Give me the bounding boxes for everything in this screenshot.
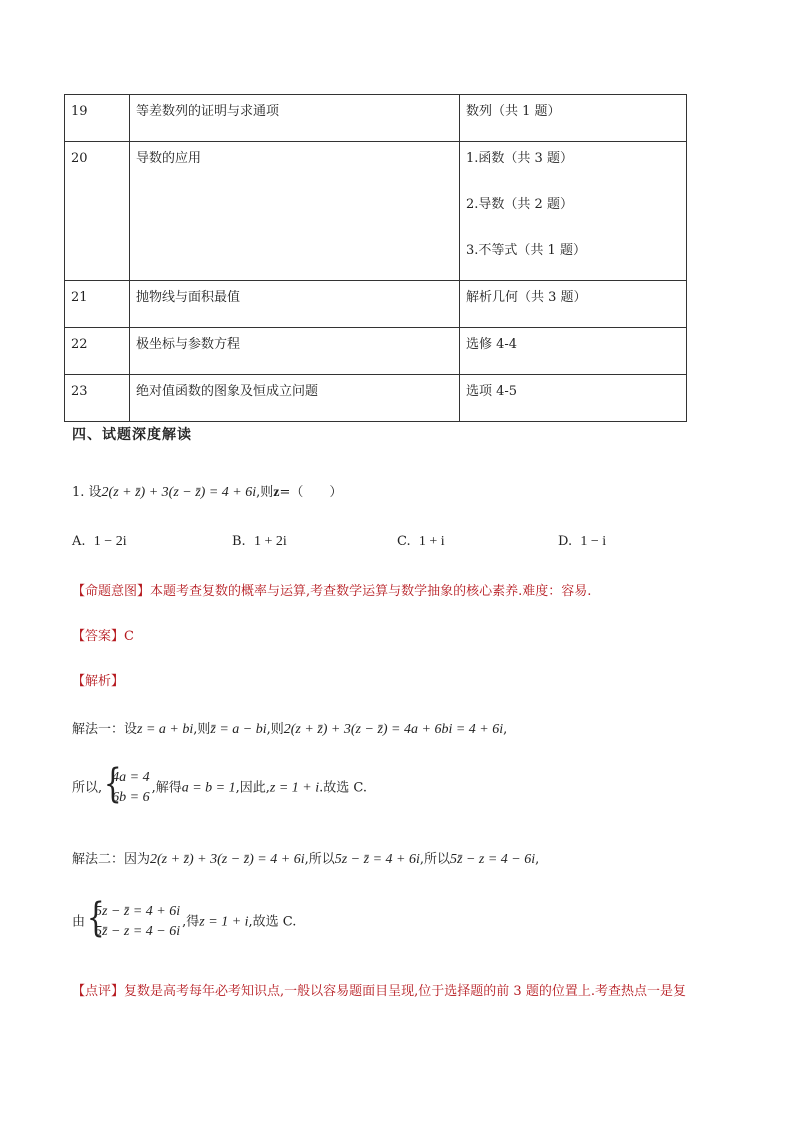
math-expression: 2(z + z̄) + 3(z − z̄) = 4 + 6i bbox=[150, 852, 305, 867]
intent-text: 本题考查复数的概率与运算,考查数学运算与数学抽象的核心素养.难度：容易. bbox=[150, 584, 592, 599]
connector-text: , bbox=[535, 852, 540, 867]
row-category: 选项 4-5 bbox=[466, 384, 518, 399]
math-expression: 5z̄ − z = 4 − 6i bbox=[450, 852, 536, 867]
method-label: 解法二：因为 bbox=[72, 852, 151, 867]
math-expression: 5z − z̄ = 4 + 6i bbox=[334, 852, 420, 867]
row-topic: 等差数列的证明与求通项 bbox=[136, 104, 280, 119]
table-row bbox=[65, 281, 687, 328]
row-category: 解析几何（共 3 题） bbox=[466, 290, 587, 305]
question-suffix: ,则 bbox=[256, 485, 274, 500]
row-category: 选修 4-4 bbox=[466, 337, 518, 352]
comment-text: 复数是高考每年必考知识点,一般以容易题面目呈现,位于选择题的前 3 题的位置上.考查热点一是复 bbox=[124, 984, 686, 999]
table-row bbox=[65, 142, 687, 281]
table-row bbox=[65, 95, 687, 142]
option-label: C. bbox=[397, 534, 411, 549]
row-number: 21 bbox=[71, 290, 88, 305]
option-label: D. bbox=[558, 534, 573, 549]
math-expression: z̄ = a − bi bbox=[210, 722, 267, 737]
answer-line bbox=[72, 625, 134, 644]
analysis-tag: 【解析】 bbox=[72, 674, 125, 689]
row-topic: 极坐标与参数方程 bbox=[136, 337, 241, 352]
option-value: 1 + 2i bbox=[253, 534, 287, 549]
intent-line bbox=[72, 580, 591, 599]
row-number: 19 bbox=[71, 104, 88, 119]
method-one-line bbox=[72, 718, 507, 738]
connector-text: ,因此, bbox=[235, 780, 270, 796]
question-paren: =（ ） bbox=[279, 485, 343, 500]
option-label: B. bbox=[232, 534, 246, 549]
comment-tag: 【点评】 bbox=[72, 984, 125, 999]
table-row bbox=[65, 375, 687, 422]
connector-text: ,则 bbox=[193, 722, 211, 737]
row-number: 22 bbox=[71, 337, 88, 352]
option-value: 1 + i bbox=[418, 534, 445, 549]
question-variable: z bbox=[273, 485, 280, 500]
connector-text: ,所以 bbox=[304, 852, 335, 867]
method-two-system-line bbox=[72, 895, 297, 942]
connector-text: ,解得 bbox=[151, 780, 182, 796]
connector-text: ,故选 C. bbox=[248, 914, 297, 930]
answer-tag: 【答案】 bbox=[72, 629, 125, 644]
system-equation: 5z − z̄ = 4 + 6i bbox=[95, 904, 181, 919]
connector-text: 所以, bbox=[72, 780, 103, 796]
option-b bbox=[232, 534, 287, 550]
connector-text: .故选 C. bbox=[319, 780, 368, 796]
math-expression: z = 1 + i bbox=[269, 780, 320, 796]
math-expression: 2(z + z̄) + 3(z − z̄) = 4a + 6bi = 4 + 6i bbox=[283, 722, 504, 737]
system-equation: 4a = 4 bbox=[112, 770, 150, 785]
intent-tag: 【命题意图】 bbox=[72, 584, 151, 599]
row-category: 2.导数（共 2 题） bbox=[466, 197, 573, 212]
connector-text: 由 bbox=[72, 914, 86, 930]
section-heading: 四、试题深度解读 bbox=[72, 427, 192, 443]
row-category: 3.不等式（共 1 题） bbox=[466, 243, 586, 258]
question-stem bbox=[72, 481, 342, 501]
equation-system: { 5z − z̄ = 4 + 6i 5z̄ − z = 4 − 6i bbox=[86, 895, 181, 941]
connector-text: ,得 bbox=[182, 914, 200, 930]
method-one-system-line bbox=[72, 761, 368, 808]
option-d bbox=[558, 534, 606, 550]
option-value: 1 − 2i bbox=[93, 534, 127, 549]
method-label: 解法一：设 bbox=[72, 722, 138, 737]
connector-text: ,则 bbox=[266, 722, 284, 737]
option-value: 1 − i bbox=[580, 534, 607, 549]
comment-line bbox=[72, 980, 686, 999]
answer-value: C bbox=[124, 629, 134, 644]
row-category: 1.函数（共 3 题） bbox=[466, 151, 573, 166]
equation-system: { 4a = 4 6b = 6 bbox=[103, 761, 150, 807]
option-a bbox=[72, 534, 127, 550]
math-expression: z = a + bi bbox=[137, 722, 194, 737]
system-equation: 5z̄ − z = 4 − 6i bbox=[95, 924, 181, 939]
math-expression: a = b = 1 bbox=[181, 780, 236, 796]
row-topic: 绝对值函数的图象及恒成立问题 bbox=[136, 384, 319, 399]
row-topic: 抛物线与面积最值 bbox=[136, 290, 241, 305]
row-topic: 导数的应用 bbox=[136, 151, 202, 166]
math-expression: z = 1 + i bbox=[199, 914, 249, 930]
option-c bbox=[397, 534, 445, 550]
question-equation: 2(z + z̄) + 3(z − z̄) = 4 + 6i bbox=[101, 485, 257, 500]
method-two-line bbox=[72, 848, 539, 868]
connector-text: , bbox=[503, 722, 508, 737]
system-equation: 6b = 6 bbox=[112, 790, 150, 805]
row-number: 20 bbox=[71, 151, 88, 166]
option-label: A. bbox=[72, 534, 86, 549]
row-number: 23 bbox=[71, 384, 88, 399]
table-row bbox=[65, 328, 687, 375]
question-prefix: 1. 设 bbox=[72, 485, 102, 500]
connector-text: ,所以 bbox=[419, 852, 451, 867]
row-category: 数列（共 1 题） bbox=[466, 104, 561, 119]
topic-table bbox=[64, 94, 687, 422]
